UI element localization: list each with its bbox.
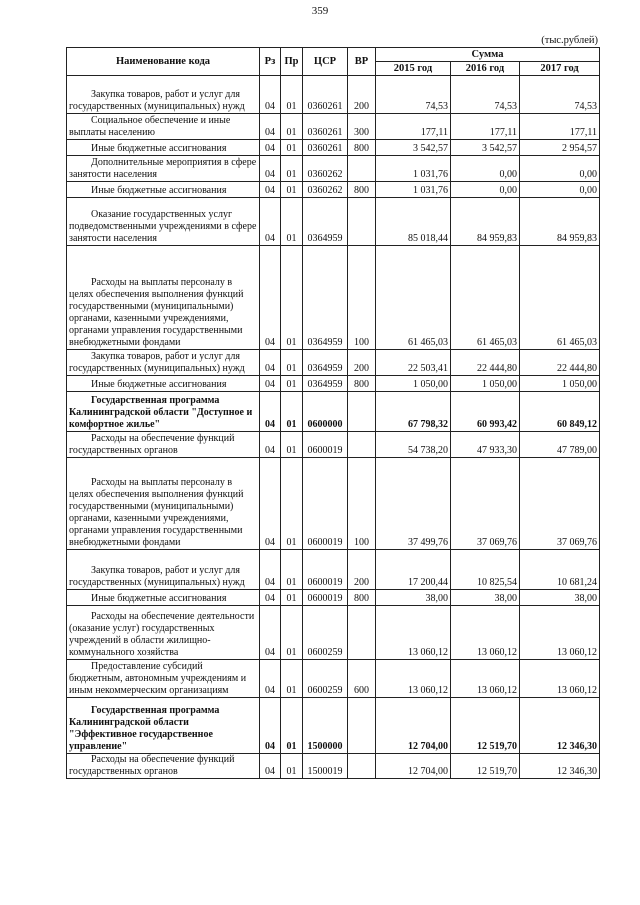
- row-rz: 04: [260, 754, 281, 779]
- row-value-2015: 177,11: [376, 114, 451, 140]
- row-value-2017: 22 444,80: [520, 350, 600, 376]
- table-row: [67, 660, 600, 698]
- row-vr: [348, 698, 376, 754]
- row-csr: 0600019: [303, 590, 348, 606]
- row-value-2016: 10 825,54: [451, 550, 520, 590]
- row-name: Государственная программа Калининградской области "Эффективное государственное управление": [67, 698, 260, 754]
- row-value-2017: 0,00: [520, 156, 600, 182]
- row-csr: 0364959: [303, 350, 348, 376]
- row-vr: 800: [348, 590, 376, 606]
- row-value-2015: 37 499,76: [376, 458, 451, 550]
- row-rz: 04: [260, 606, 281, 660]
- row-value-2017: 38,00: [520, 590, 600, 606]
- budget-table: [66, 47, 600, 779]
- row-csr: 0364959: [303, 376, 348, 392]
- row-value-2015: 13 060,12: [376, 660, 451, 698]
- row-vr: 200: [348, 76, 376, 114]
- table-row: [67, 156, 600, 182]
- row-value-2017: 47 789,00: [520, 432, 600, 458]
- row-csr: 0360261: [303, 114, 348, 140]
- row-pr: 01: [281, 198, 303, 246]
- row-value-2015: 67 798,32: [376, 392, 451, 432]
- row-rz: 04: [260, 590, 281, 606]
- row-value-2017: 10 681,24: [520, 550, 600, 590]
- row-value-2017: 37 069,76: [520, 458, 600, 550]
- row-vr: 300: [348, 114, 376, 140]
- row-csr: 1500019: [303, 754, 348, 779]
- row-csr: 0360261: [303, 76, 348, 114]
- row-value-2016: 13 060,12: [451, 660, 520, 698]
- row-csr: 0600259: [303, 660, 348, 698]
- row-pr: 01: [281, 182, 303, 198]
- row-value-2017: 74,53: [520, 76, 600, 114]
- row-csr: 0600019: [303, 458, 348, 550]
- row-rz: 04: [260, 140, 281, 156]
- row-name: Иные бюджетные ассигнования: [67, 376, 260, 392]
- header-vr: ВР: [348, 48, 376, 76]
- row-pr: 01: [281, 698, 303, 754]
- row-name: Иные бюджетные ассигнования: [67, 140, 260, 156]
- row-rz: 04: [260, 76, 281, 114]
- table-row: [67, 198, 600, 246]
- row-pr: 01: [281, 392, 303, 432]
- row-value-2017: 12 346,30: [520, 698, 600, 754]
- row-value-2015: 17 200,44: [376, 550, 451, 590]
- row-csr: 1500000: [303, 698, 348, 754]
- row-value-2016: 37 069,76: [451, 458, 520, 550]
- row-rz: 04: [260, 660, 281, 698]
- row-value-2015: 85 018,44: [376, 198, 451, 246]
- row-name: Закупка товаров, работ и услуг для государственных (муниципальных) нужд: [67, 76, 260, 114]
- row-pr: 01: [281, 114, 303, 140]
- row-value-2015: 61 465,03: [376, 246, 451, 350]
- row-value-2017: 84 959,83: [520, 198, 600, 246]
- row-rz: 04: [260, 458, 281, 550]
- row-rz: 04: [260, 698, 281, 754]
- table-row: [67, 246, 600, 350]
- row-value-2016: 84 959,83: [451, 198, 520, 246]
- row-value-2017: 0,00: [520, 182, 600, 198]
- row-name: Иные бюджетные ассигнования: [67, 182, 260, 198]
- row-pr: 01: [281, 246, 303, 350]
- table-row: [67, 76, 600, 114]
- row-vr: [348, 198, 376, 246]
- row-value-2015: 3 542,57: [376, 140, 451, 156]
- table-row: [67, 590, 600, 606]
- row-value-2017: 1 050,00: [520, 376, 600, 392]
- row-vr: 100: [348, 246, 376, 350]
- row-vr: 800: [348, 182, 376, 198]
- row-pr: 01: [281, 590, 303, 606]
- header-csr: ЦСР: [303, 48, 348, 76]
- row-name: Государственная программа Калининградской области "Доступное и комфортное жилье": [67, 392, 260, 432]
- row-value-2016: 1 050,00: [451, 376, 520, 392]
- page-number: 359: [311, 5, 329, 17]
- table-row: [67, 754, 600, 779]
- row-name: Расходы на выплаты персоналу в целях обеспечения выполнения функций государственными (муниципальными) органами, казенными учреждениями, органами управления государственными внебюджетными фондами: [67, 246, 260, 350]
- row-pr: 01: [281, 76, 303, 114]
- row-value-2016: 12 519,70: [451, 698, 520, 754]
- row-name: Предоставление субсидий бюджетным, автономным учреждениям и иным некоммерческим организациям: [67, 660, 260, 698]
- row-rz: 04: [260, 198, 281, 246]
- row-value-2017: 13 060,12: [520, 660, 600, 698]
- row-vr: [348, 156, 376, 182]
- row-value-2015: 54 738,20: [376, 432, 451, 458]
- row-value-2016: 74,53: [451, 76, 520, 114]
- row-value-2017: 60 849,12: [520, 392, 600, 432]
- table-body: [67, 76, 600, 779]
- row-rz: 04: [260, 376, 281, 392]
- row-value-2016: 13 060,12: [451, 606, 520, 660]
- row-name: Расходы на обеспечение функций государственных органов: [67, 754, 260, 779]
- row-pr: 01: [281, 754, 303, 779]
- table-row: [67, 550, 600, 590]
- row-value-2015: 13 060,12: [376, 606, 451, 660]
- row-csr: 0600019: [303, 432, 348, 458]
- row-vr: 100: [348, 458, 376, 550]
- row-vr: 800: [348, 140, 376, 156]
- row-csr: 0360261: [303, 140, 348, 156]
- header-pr: Пр: [281, 48, 303, 76]
- row-value-2016: 38,00: [451, 590, 520, 606]
- row-pr: 01: [281, 350, 303, 376]
- row-pr: 01: [281, 156, 303, 182]
- row-value-2015: 12 704,00: [376, 754, 451, 779]
- row-name: Расходы на обеспечение деятельности (оказание услуг) государственных учреждений в области жилищно-коммунального хозяйства: [67, 606, 260, 660]
- row-vr: 200: [348, 350, 376, 376]
- row-name: Иные бюджетные ассигнования: [67, 590, 260, 606]
- row-pr: 01: [281, 550, 303, 590]
- table-row: [67, 182, 600, 198]
- row-rz: 04: [260, 392, 281, 432]
- row-rz: 04: [260, 432, 281, 458]
- table-row: [67, 114, 600, 140]
- row-csr: 0600259: [303, 606, 348, 660]
- row-value-2016: 61 465,03: [451, 246, 520, 350]
- row-rz: 04: [260, 350, 281, 376]
- row-name: Дополнительные мероприятия в сфере занятости населения: [67, 156, 260, 182]
- row-vr: [348, 754, 376, 779]
- row-pr: 01: [281, 140, 303, 156]
- row-value-2015: 74,53: [376, 76, 451, 114]
- row-value-2017: 2 954,57: [520, 140, 600, 156]
- row-value-2016: 0,00: [451, 182, 520, 198]
- row-pr: 01: [281, 458, 303, 550]
- row-value-2015: 12 704,00: [376, 698, 451, 754]
- row-csr: 0600019: [303, 550, 348, 590]
- row-pr: 01: [281, 606, 303, 660]
- header-2015: 2015 год: [376, 62, 451, 76]
- row-value-2015: 1 050,00: [376, 376, 451, 392]
- header-name: Наименование кода: [67, 48, 260, 76]
- row-name: Расходы на обеспечение функций государственных органов: [67, 432, 260, 458]
- row-rz: 04: [260, 182, 281, 198]
- row-name: Закупка товаров, работ и услуг для государственных (муниципальных) нужд: [67, 350, 260, 376]
- table-row: [67, 376, 600, 392]
- header-sum: Сумма: [376, 48, 600, 62]
- row-csr: 0364959: [303, 246, 348, 350]
- table-row: [67, 140, 600, 156]
- row-value-2017: 61 465,03: [520, 246, 600, 350]
- row-value-2016: 12 519,70: [451, 754, 520, 779]
- row-name: Расходы на выплаты персоналу в целях обеспечения выполнения функций государственными (муниципальными) органами, казенными учреждениями, органами управления государственными внебюджетными фондами: [67, 458, 260, 550]
- row-vr: [348, 432, 376, 458]
- row-name: Оказание государственных услуг подведомственными учреждениями в сфере занятости населения: [67, 198, 260, 246]
- row-rz: 04: [260, 114, 281, 140]
- row-pr: 01: [281, 660, 303, 698]
- row-value-2015: 38,00: [376, 590, 451, 606]
- row-vr: 800: [348, 376, 376, 392]
- row-value-2016: 22 444,80: [451, 350, 520, 376]
- row-csr: 0600000: [303, 392, 348, 432]
- table-row: [67, 458, 600, 550]
- row-value-2016: 47 933,30: [451, 432, 520, 458]
- row-name: Закупка товаров, работ и услуг для государственных (муниципальных) нужд: [67, 550, 260, 590]
- row-value-2017: 12 346,30: [520, 754, 600, 779]
- table-row: [67, 606, 600, 660]
- table-row: [67, 350, 600, 376]
- row-value-2017: 177,11: [520, 114, 600, 140]
- row-rz: 04: [260, 246, 281, 350]
- row-value-2015: 1 031,76: [376, 182, 451, 198]
- row-pr: 01: [281, 376, 303, 392]
- row-rz: 04: [260, 550, 281, 590]
- table-row: [67, 432, 600, 458]
- row-name: Социальное обеспечение и иные выплаты населению: [67, 114, 260, 140]
- row-vr: 200: [348, 550, 376, 590]
- header-2016: 2016 год: [451, 62, 520, 76]
- header-rz: Рз: [260, 48, 281, 76]
- row-value-2015: 22 503,41: [376, 350, 451, 376]
- row-value-2015: 1 031,76: [376, 156, 451, 182]
- row-vr: [348, 606, 376, 660]
- table-row: [67, 698, 600, 754]
- row-vr: 600: [348, 660, 376, 698]
- row-csr: 0360262: [303, 156, 348, 182]
- row-pr: 01: [281, 432, 303, 458]
- table-row: [67, 392, 600, 432]
- header-2017: 2017 год: [520, 62, 600, 76]
- row-value-2016: 177,11: [451, 114, 520, 140]
- row-value-2016: 3 542,57: [451, 140, 520, 156]
- row-rz: 04: [260, 156, 281, 182]
- row-value-2017: 13 060,12: [520, 606, 600, 660]
- row-vr: [348, 392, 376, 432]
- row-value-2016: 60 993,42: [451, 392, 520, 432]
- row-value-2016: 0,00: [451, 156, 520, 182]
- units-label: (тыс.рублей): [541, 35, 598, 46]
- row-csr: 0364959: [303, 198, 348, 246]
- row-csr: 0360262: [303, 182, 348, 198]
